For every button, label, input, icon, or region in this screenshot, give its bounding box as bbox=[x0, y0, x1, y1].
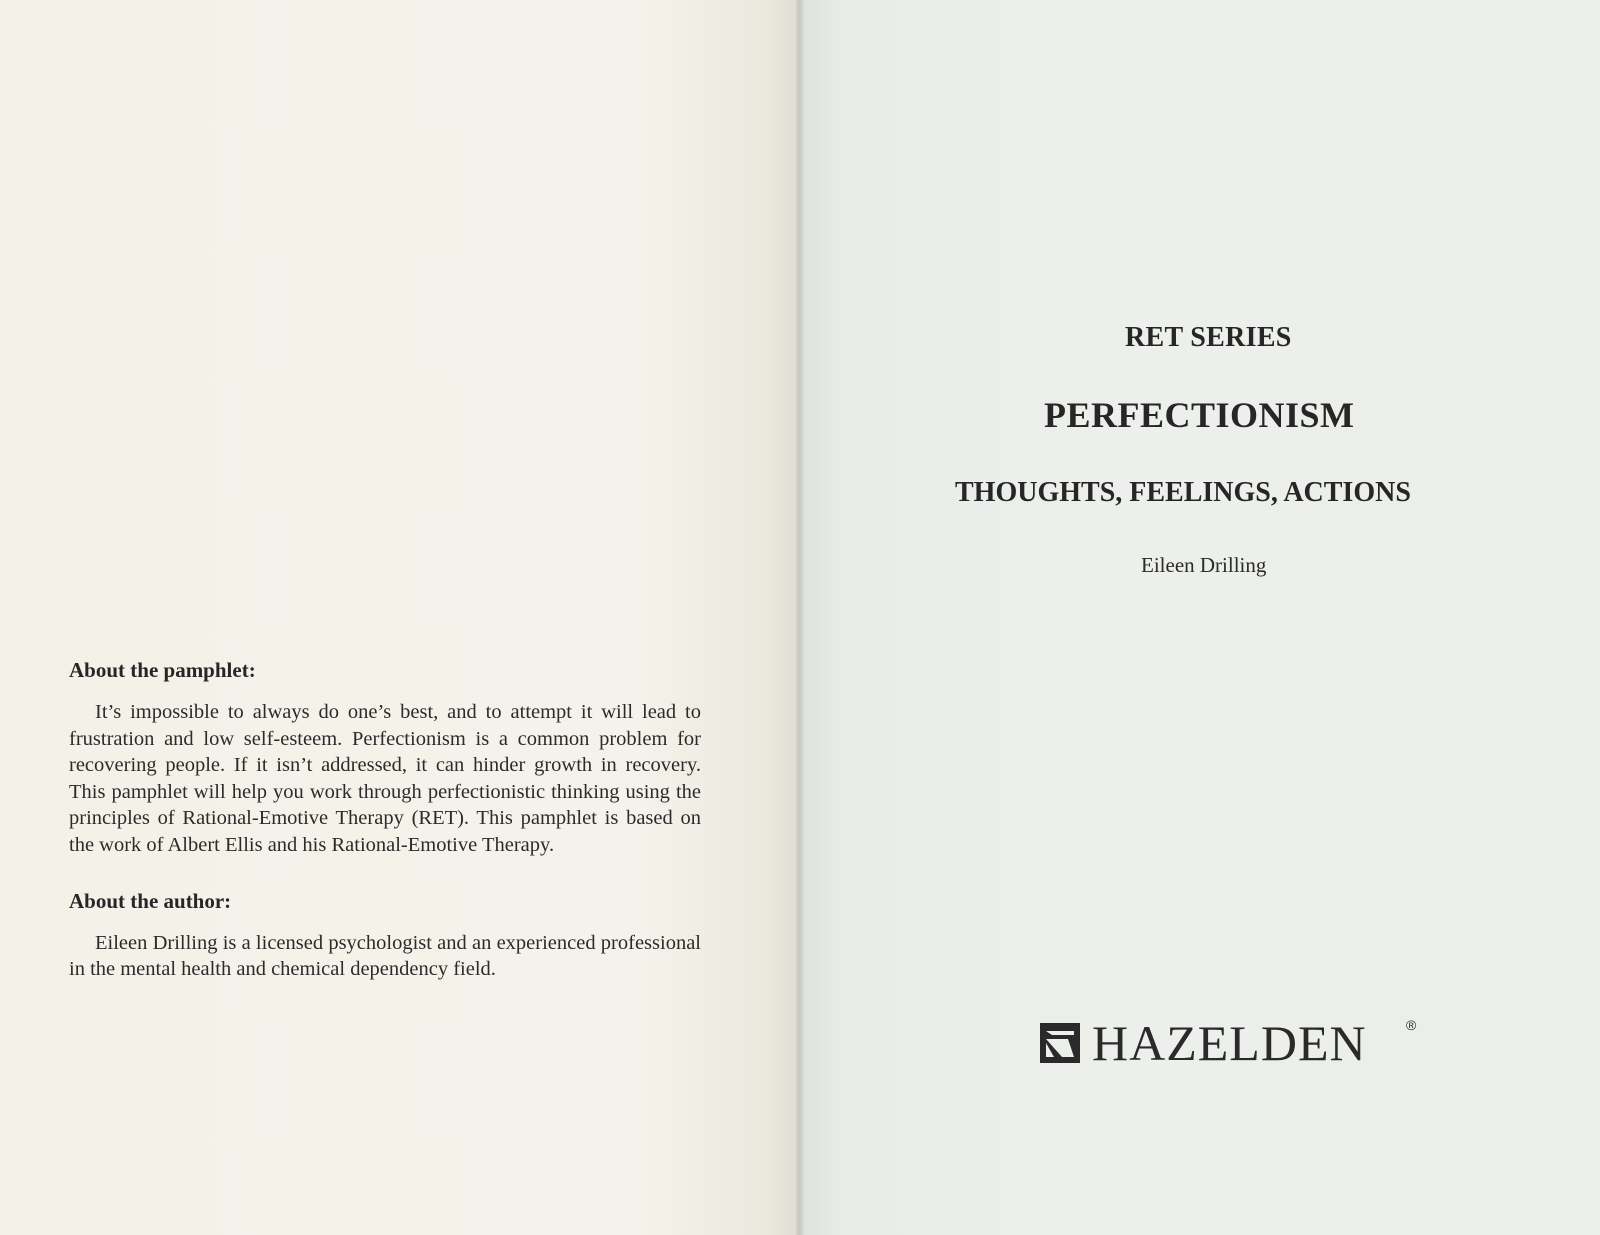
registered-mark: ® bbox=[1406, 1017, 1417, 1033]
about-pamphlet-body: It’s impossible to always do one’s best, and to attempt it will lead to frustration and low self-esteem. Perfectionism is a common problem for recovering people. If it isn’t addressed, it can hinder growth in recovery. This pamphlet will help you work through perfectionistic thinking using the principles of Rational-Emotive Therapy (RET). This pamphlet is based on the work of Albert Ellis and his Rational-Emotive Therapy. bbox=[69, 701, 701, 856]
left-page-content bbox=[69, 658, 701, 1007]
book-subtitle: THOUGHTS, FEELINGS, ACTIONS bbox=[955, 477, 1411, 508]
hazelden-logo-icon bbox=[1040, 1023, 1080, 1063]
about-author-body: Eileen Drilling is a licensed psychologist and an experienced professional in the mental health and chemical dependency field. bbox=[69, 931, 701, 981]
about-pamphlet-heading: About the pamphlet: bbox=[69, 658, 256, 682]
page-fold bbox=[796, 0, 804, 1235]
publisher-name: HAZELDEN bbox=[1092, 1015, 1367, 1071]
book-title: PERFECTIONISM bbox=[1044, 395, 1355, 435]
book-author: Eileen Drilling bbox=[1141, 553, 1267, 577]
series-label: RET SERIES bbox=[1125, 322, 1292, 353]
about-author-heading: About the author: bbox=[69, 888, 232, 913]
